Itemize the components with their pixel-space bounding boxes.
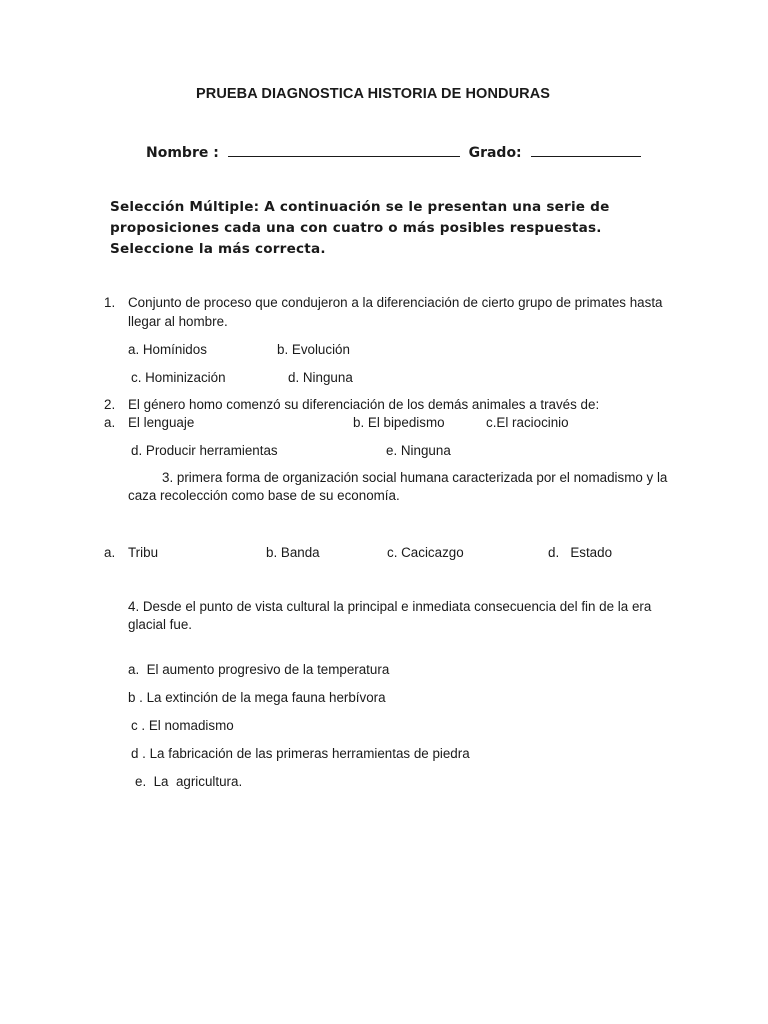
name-label: Nombre : [146, 145, 219, 161]
q3-option-c: c. Cacicazgo [387, 545, 464, 560]
q4-option-c: c . El nomadismo [131, 718, 234, 733]
q4-text-line-1: 4. Desde el punto de vista cultural la principal e inmediata consecuencia del fin de la era [128, 599, 652, 614]
name-grade-line [146, 142, 641, 162]
instructions-line-1: Selección Múltiple: A continuación se le presentan una serie de [110, 199, 610, 215]
q3-text-line-1: 3. primera forma de organización social humana caracterizada por el nomadismo y la [162, 470, 668, 485]
q3-text-line-2: caza recolección como base de su economía. [128, 488, 400, 503]
q2-option-b: b. El bipedismo [353, 415, 445, 430]
q2-number: 2. [104, 397, 116, 412]
q4-option-e: e. La agricultura. [135, 774, 243, 789]
grade-label: Grado: [468, 145, 522, 161]
q1-text-line-1: Conjunto de proceso que condujeron a la diferenciación de cierto grupo de primates hasta [128, 295, 663, 310]
q4-option-b: b . La extinción de la mega fauna herbívora [128, 690, 386, 705]
instructions-line-3: Seleccione la más correcta. [110, 241, 326, 257]
q1-text-line-2: llegar al hombre. [128, 314, 228, 329]
q4-option-a: a. El aumento progresivo de la temperatura [128, 662, 390, 677]
q1-option-d: d. Ninguna [288, 370, 353, 385]
grade-blank [531, 142, 641, 157]
q3-option-a: Tribu [128, 545, 159, 560]
q2-option-e: e. Ninguna [386, 443, 451, 458]
q2-option-a: El lenguaje [128, 415, 195, 430]
q1-number: 1. [104, 295, 116, 310]
q2-option-d: d. Producir herramientas [131, 443, 278, 458]
q3-option-b: b. Banda [266, 545, 320, 560]
instructions-line-2: proposiciones cada una con cuatro o más posibles respuestas. [110, 220, 602, 236]
q2-text: El género homo comenzó su diferenciación de los demás animales a través de: [128, 397, 600, 412]
q3-option-d: d. Estado [548, 545, 613, 560]
q2-option-a-marker: a. [104, 415, 116, 430]
q1-option-b: b. Evolución [277, 342, 350, 357]
q3-option-a-marker: a. [104, 545, 116, 560]
q2-option-c: c.El raciocinio [486, 415, 569, 430]
q1-option-c: c. Hominización [131, 370, 226, 385]
name-blank [228, 142, 460, 157]
q1-option-a: a. Homínidos [128, 342, 207, 357]
document-title: PRUEBA DIAGNOSTICA HISTORIA DE HONDURAS [196, 86, 551, 102]
q4-option-d: d . La fabricación de las primeras herramientas de piedra [131, 746, 470, 761]
q4-text-line-2: glacial fue. [128, 617, 193, 632]
